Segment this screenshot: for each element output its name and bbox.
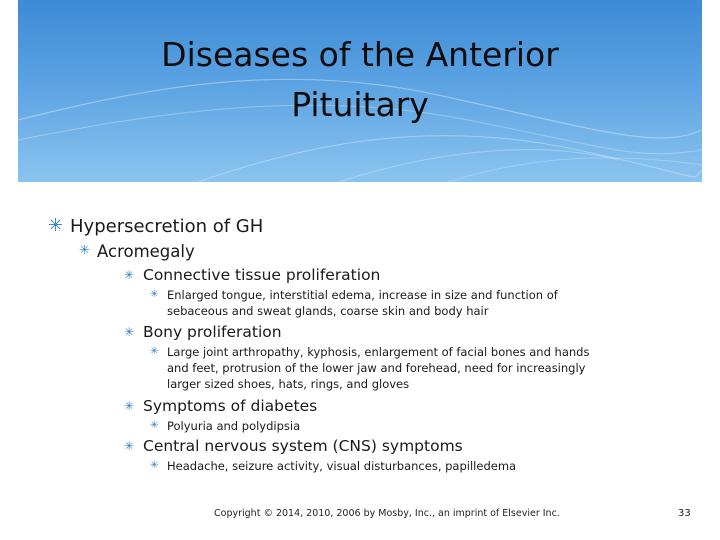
- copyright-notice: Copyright © 2014, 2010, 2006 by Mosby, Inc., an imprint of Elsevier Inc.: [214, 508, 560, 519]
- bullet-text: Enlarged tongue, interstitial edema, increase in size and function of: [167, 288, 558, 302]
- bullet-text: Symptoms of diabetes: [143, 397, 318, 415]
- bullet-text: Acromegaly: [97, 242, 195, 261]
- bullet-text: Central nervous system (CNS) symptoms: [143, 437, 463, 455]
- bullet-text: Polyuria and polydipsia: [167, 419, 301, 433]
- bullet-text-continued: larger sized shoes, hats, rings, and gloves: [167, 377, 410, 391]
- asterisk-bullet-icon: ✳: [124, 268, 135, 282]
- asterisk-bullet-icon: ✳: [150, 289, 159, 300]
- bullet-text: Large joint arthropathy, kyphosis, enlargement of facial bones and hands: [167, 345, 590, 359]
- bullet-text-continued: and feet, protrusion of the lower jaw and forehead, need for increasingly: [167, 361, 586, 375]
- page-number: 33: [678, 508, 691, 519]
- asterisk-bullet-icon: ✳: [124, 325, 135, 339]
- asterisk-bullet-icon: ✳: [124, 439, 135, 453]
- asterisk-bullet-icon: ✳: [150, 346, 159, 357]
- asterisk-bullet-icon: ✳: [48, 215, 64, 236]
- asterisk-bullet-icon: ✳: [79, 243, 90, 258]
- bullet-text: Bony proliferation: [143, 323, 282, 341]
- slide-title-line-2: Pituitary: [291, 85, 429, 124]
- asterisk-bullet-icon: ✳: [124, 399, 135, 413]
- bullet-text: Headache, seizure activity, visual disturbances, papilledema: [167, 459, 517, 473]
- bullet-text: Connective tissue proliferation: [143, 266, 381, 284]
- slide-title-line-1: Diseases of the Anterior: [161, 35, 559, 74]
- bullet-text: Hypersecretion of GH: [70, 216, 264, 237]
- bullet-text-continued: sebaceous and sweat glands, coarse skin and body hair: [167, 304, 489, 318]
- asterisk-bullet-icon: ✳: [150, 420, 159, 431]
- asterisk-bullet-icon: ✳: [150, 460, 159, 471]
